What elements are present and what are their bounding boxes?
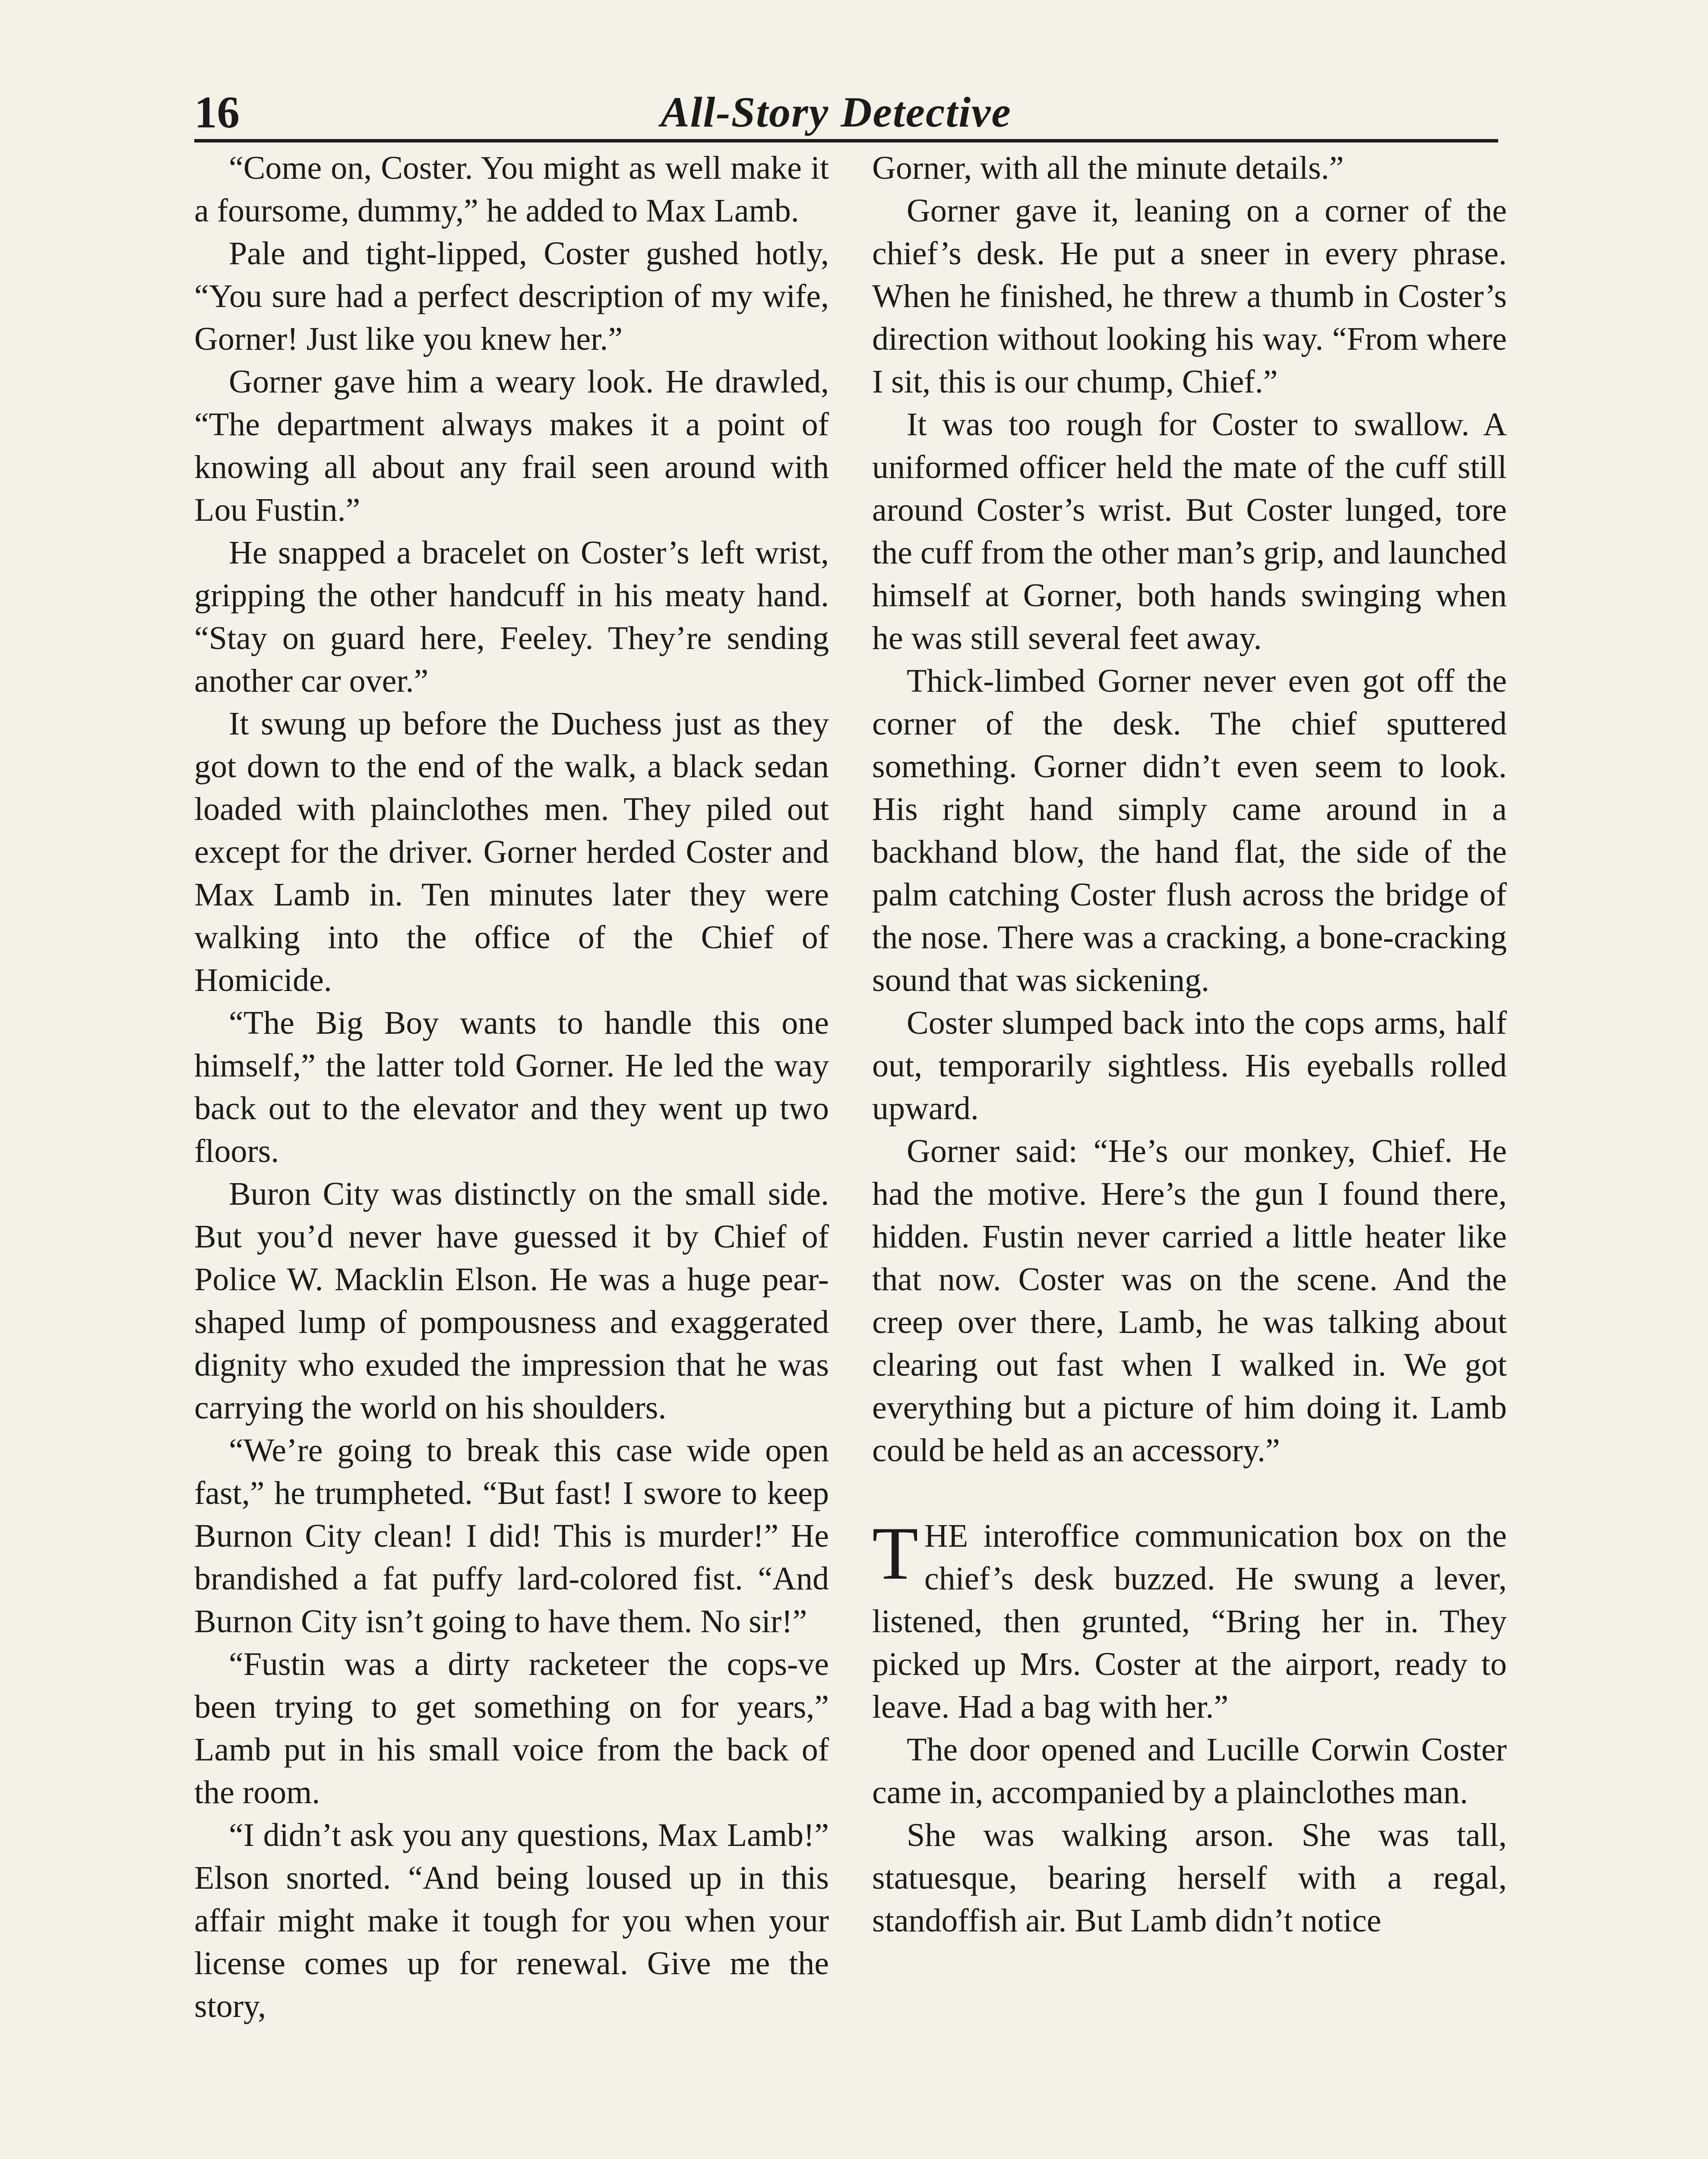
magazine-title: All-Story Detective xyxy=(661,88,1012,136)
paragraph: Gorner said: “He’s our monkey, Chief. He had the motive. Here’s the gun I found there, hidden. Fustin never carried a little heater like that now. Coster was on the scene. And the creep over there, Lamb, he was talking about clearing out fast when I walked in. We got everything but a picture of him doing it. Lamb could be held as an accessory.” xyxy=(872,1133,1507,1469)
section-opening-text: HE interoffice communication box on the chief’s desk buzzed. He swung a lever, listened, then grunted, “Bring her in. They picked up Mrs. Coster at the airport, ready to leave. Had a bag with her.” xyxy=(872,1518,1507,1725)
paragraph: It swung up before the Duchess just as they got down to the end of the walk, a black sedan loaded with plainclothes men. They piled out except for the driver. Gorner herded Coster and Max Lamb in. Ten minutes later they were walking into the office of the Chief of Homicide. xyxy=(194,706,829,998)
paragraph: She was walking arson. She was tall, statuesque, bearing herself with a regal, standoffish air. But Lamb didn’t notice xyxy=(872,1817,1507,1939)
paragraph: “Fustin was a dirty racketeer the cops-ve been trying to get something on for years,” Lamb put in his small voice from the back of the room. xyxy=(194,1646,829,1811)
paragraph: “The Big Boy wants to handle this one himself,” the latter told Gorner. He led the way back out to the elevator and they went up two floors. xyxy=(194,1005,829,1169)
paragraph: The door opened and Lucille Corwin Coster came in, accompanied by a plainclothes man. xyxy=(872,1732,1507,1811)
left-column xyxy=(194,147,829,2028)
paragraph: Pale and tight-lipped, Coster gushed hotly, “You sure had a perfect description of my wife, Gorner! Just like you knew her.” xyxy=(194,235,829,357)
header-rule xyxy=(194,139,1498,142)
paragraph: “Come on, Coster. You might as well make it a foursome, dummy,” he added to Max Lamb. xyxy=(194,150,829,229)
paragraph: Gorner gave him a weary look. He drawled, “The department always makes it a point of knowing all about any frail seen around with Lou Fustin.” xyxy=(194,364,829,528)
paragraph: Buron City was distinctly on the small side. But you’d never have guessed it by Chief of Police W. Macklin Elson. He was a huge pear-shaped lump of pompousness and exaggerated dignity who exuded the impression that he was carrying the world on his shoulders. xyxy=(194,1176,829,1426)
paragraph: Gorner gave it, leaning on a corner of the chief’s desk. He put a sneer in every phrase. When he finished, he threw a thumb in Coster’s direction without looking his way. “From where I sit, this is our chump, Chief.” xyxy=(872,193,1507,400)
page-number: 16 xyxy=(194,87,240,137)
paragraph: Coster slumped back into the cops arms, half out, temporarily sightless. His eyeballs rolled upward. xyxy=(872,1005,1507,1127)
paragraph: He snapped a bracelet on Coster’s left wrist, gripping the other handcuff in his meaty hand. “Stay on guard here, Feeley. They’re sending another car over.” xyxy=(194,535,829,699)
paragraph: Thick-limbed Gorner never even got off the corner of the desk. The chief sputtered something. Gorner didn’t even seem to look. His right hand simply came around in a backhand blow, the hand flat, the side of the palm catching Coster flush across the bridge of the nose. There was a cracking, a bone-cracking sound that was sickening. xyxy=(872,663,1507,998)
drop-cap: T xyxy=(872,1511,918,1595)
paragraph: “I didn’t ask you any questions, Max Lamb!” Elson snorted. “And being loused up in this affair might make it tough for you when your license comes up for renewal. Give me the story, xyxy=(194,1817,829,2024)
page-header xyxy=(194,82,1498,147)
paragraph: It was too rough for Coster to swallow. A uniformed officer held the mate of the cuff still around Coster’s wrist. But Coster lunged, tore the cuff from the other man’s grip, and launched himself at Gorner, both hands swinging when he was still several feet away. xyxy=(872,406,1507,656)
paragraph: Gorner, with all the minute details.” xyxy=(872,150,1344,186)
right-column xyxy=(872,147,1507,1942)
section-opening-paragraph xyxy=(872,1511,1507,1728)
paragraph: “We’re going to break this case wide open fast,” he trumpheted. “But fast! I swore to keep Burnon City clean! I did! This is murder!” He brandished a fat puffy lard-colored fist. “And Burnon City isn’t going to have them. No sir!” xyxy=(194,1432,829,1640)
